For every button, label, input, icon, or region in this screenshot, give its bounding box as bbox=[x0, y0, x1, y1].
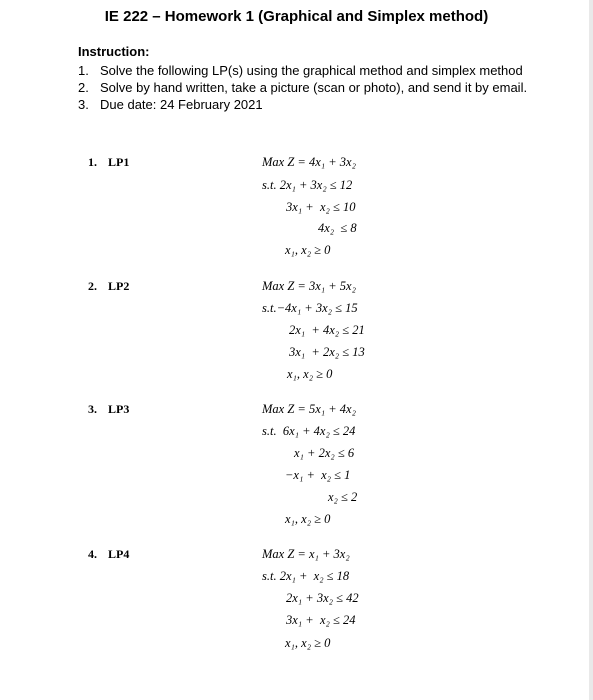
problem-label-lp3 bbox=[88, 402, 129, 417]
nonnegativity-constraint: x₁, x₂ ≥ 0 bbox=[287, 367, 333, 381]
objective-function: Max Z = 5x₁ + 4x₂ bbox=[262, 402, 356, 416]
problem-name: LP4 bbox=[108, 547, 130, 561]
problem-number: 3. bbox=[88, 402, 97, 416]
constraint: x₁ + 2x₂ ≤ 6 bbox=[294, 446, 355, 460]
problem-number: 4. bbox=[88, 547, 97, 561]
page-title: IE 222 – Homework 1 (Graphical and Simplex method) bbox=[104, 8, 489, 25]
instruction-item bbox=[78, 79, 527, 96]
instruction-text: Due date: 24 February 2021 bbox=[100, 97, 263, 112]
instruction-item bbox=[78, 62, 527, 79]
objective-function: Max Z = x₁ + 3x₂ bbox=[262, 547, 350, 561]
objective-function: Max Z = 3x₁ + 5x₂ bbox=[262, 279, 356, 293]
problem-label-lp1 bbox=[88, 155, 129, 170]
constraint: x₂ ≤ 2 bbox=[328, 490, 358, 504]
constraint: 4x₂ ≤ 8 bbox=[318, 221, 357, 235]
problem-name: LP2 bbox=[108, 279, 130, 293]
instruction-heading: Instruction: bbox=[78, 44, 150, 59]
nonnegativity-constraint: x₁, x₂ ≥ 0 bbox=[285, 512, 331, 526]
problem-number: 1. bbox=[88, 155, 97, 169]
constraint: 3x₁ + x₂ ≤ 24 bbox=[286, 613, 356, 627]
constraint: s.t. 2x₁ + 3x₂ ≤ 12 bbox=[262, 178, 353, 192]
instruction-text: Solve by hand written, take a picture (scan or photo), and send it by email. bbox=[100, 80, 528, 95]
instruction-list bbox=[78, 62, 527, 113]
constraint: 2x₁ + 3x₂ ≤ 42 bbox=[286, 591, 359, 605]
constraint: s.t. 6x₁ + 4x₂ ≤ 24 bbox=[262, 424, 356, 438]
instruction-number: 1. bbox=[78, 63, 89, 78]
nonnegativity-constraint: x₁, x₂ ≥ 0 bbox=[285, 243, 331, 257]
nonnegativity-constraint: x₁, x₂ ≥ 0 bbox=[285, 636, 331, 650]
constraint: 3x₁ + 2x₂ ≤ 13 bbox=[289, 345, 365, 359]
constraint: 2x₁ + 4x₂ ≤ 21 bbox=[289, 323, 365, 337]
problem-label-lp4 bbox=[88, 547, 129, 562]
instruction-item bbox=[78, 96, 527, 113]
problem-name: LP1 bbox=[108, 155, 130, 169]
page-edge bbox=[589, 0, 593, 700]
problem-label-lp2 bbox=[88, 279, 129, 294]
problem-number: 2. bbox=[88, 279, 97, 293]
constraint: 3x₁ + x₂ ≤ 10 bbox=[286, 200, 356, 214]
instruction-text: Solve the following LP(s) using the graphical method and simplex method bbox=[100, 63, 523, 78]
constraint: s.t. 2x₁ + x₂ ≤ 18 bbox=[262, 569, 350, 583]
instruction-number: 2. bbox=[78, 80, 89, 95]
constraint: −x₁ + x₂ ≤ 1 bbox=[285, 468, 351, 482]
problem-name: LP3 bbox=[108, 402, 130, 416]
constraint: s.t.−4x₁ + 3x₂ ≤ 15 bbox=[262, 301, 358, 315]
objective-function: Max Z = 4x₁ + 3x₂ bbox=[262, 155, 356, 169]
instruction-number: 3. bbox=[78, 97, 89, 112]
